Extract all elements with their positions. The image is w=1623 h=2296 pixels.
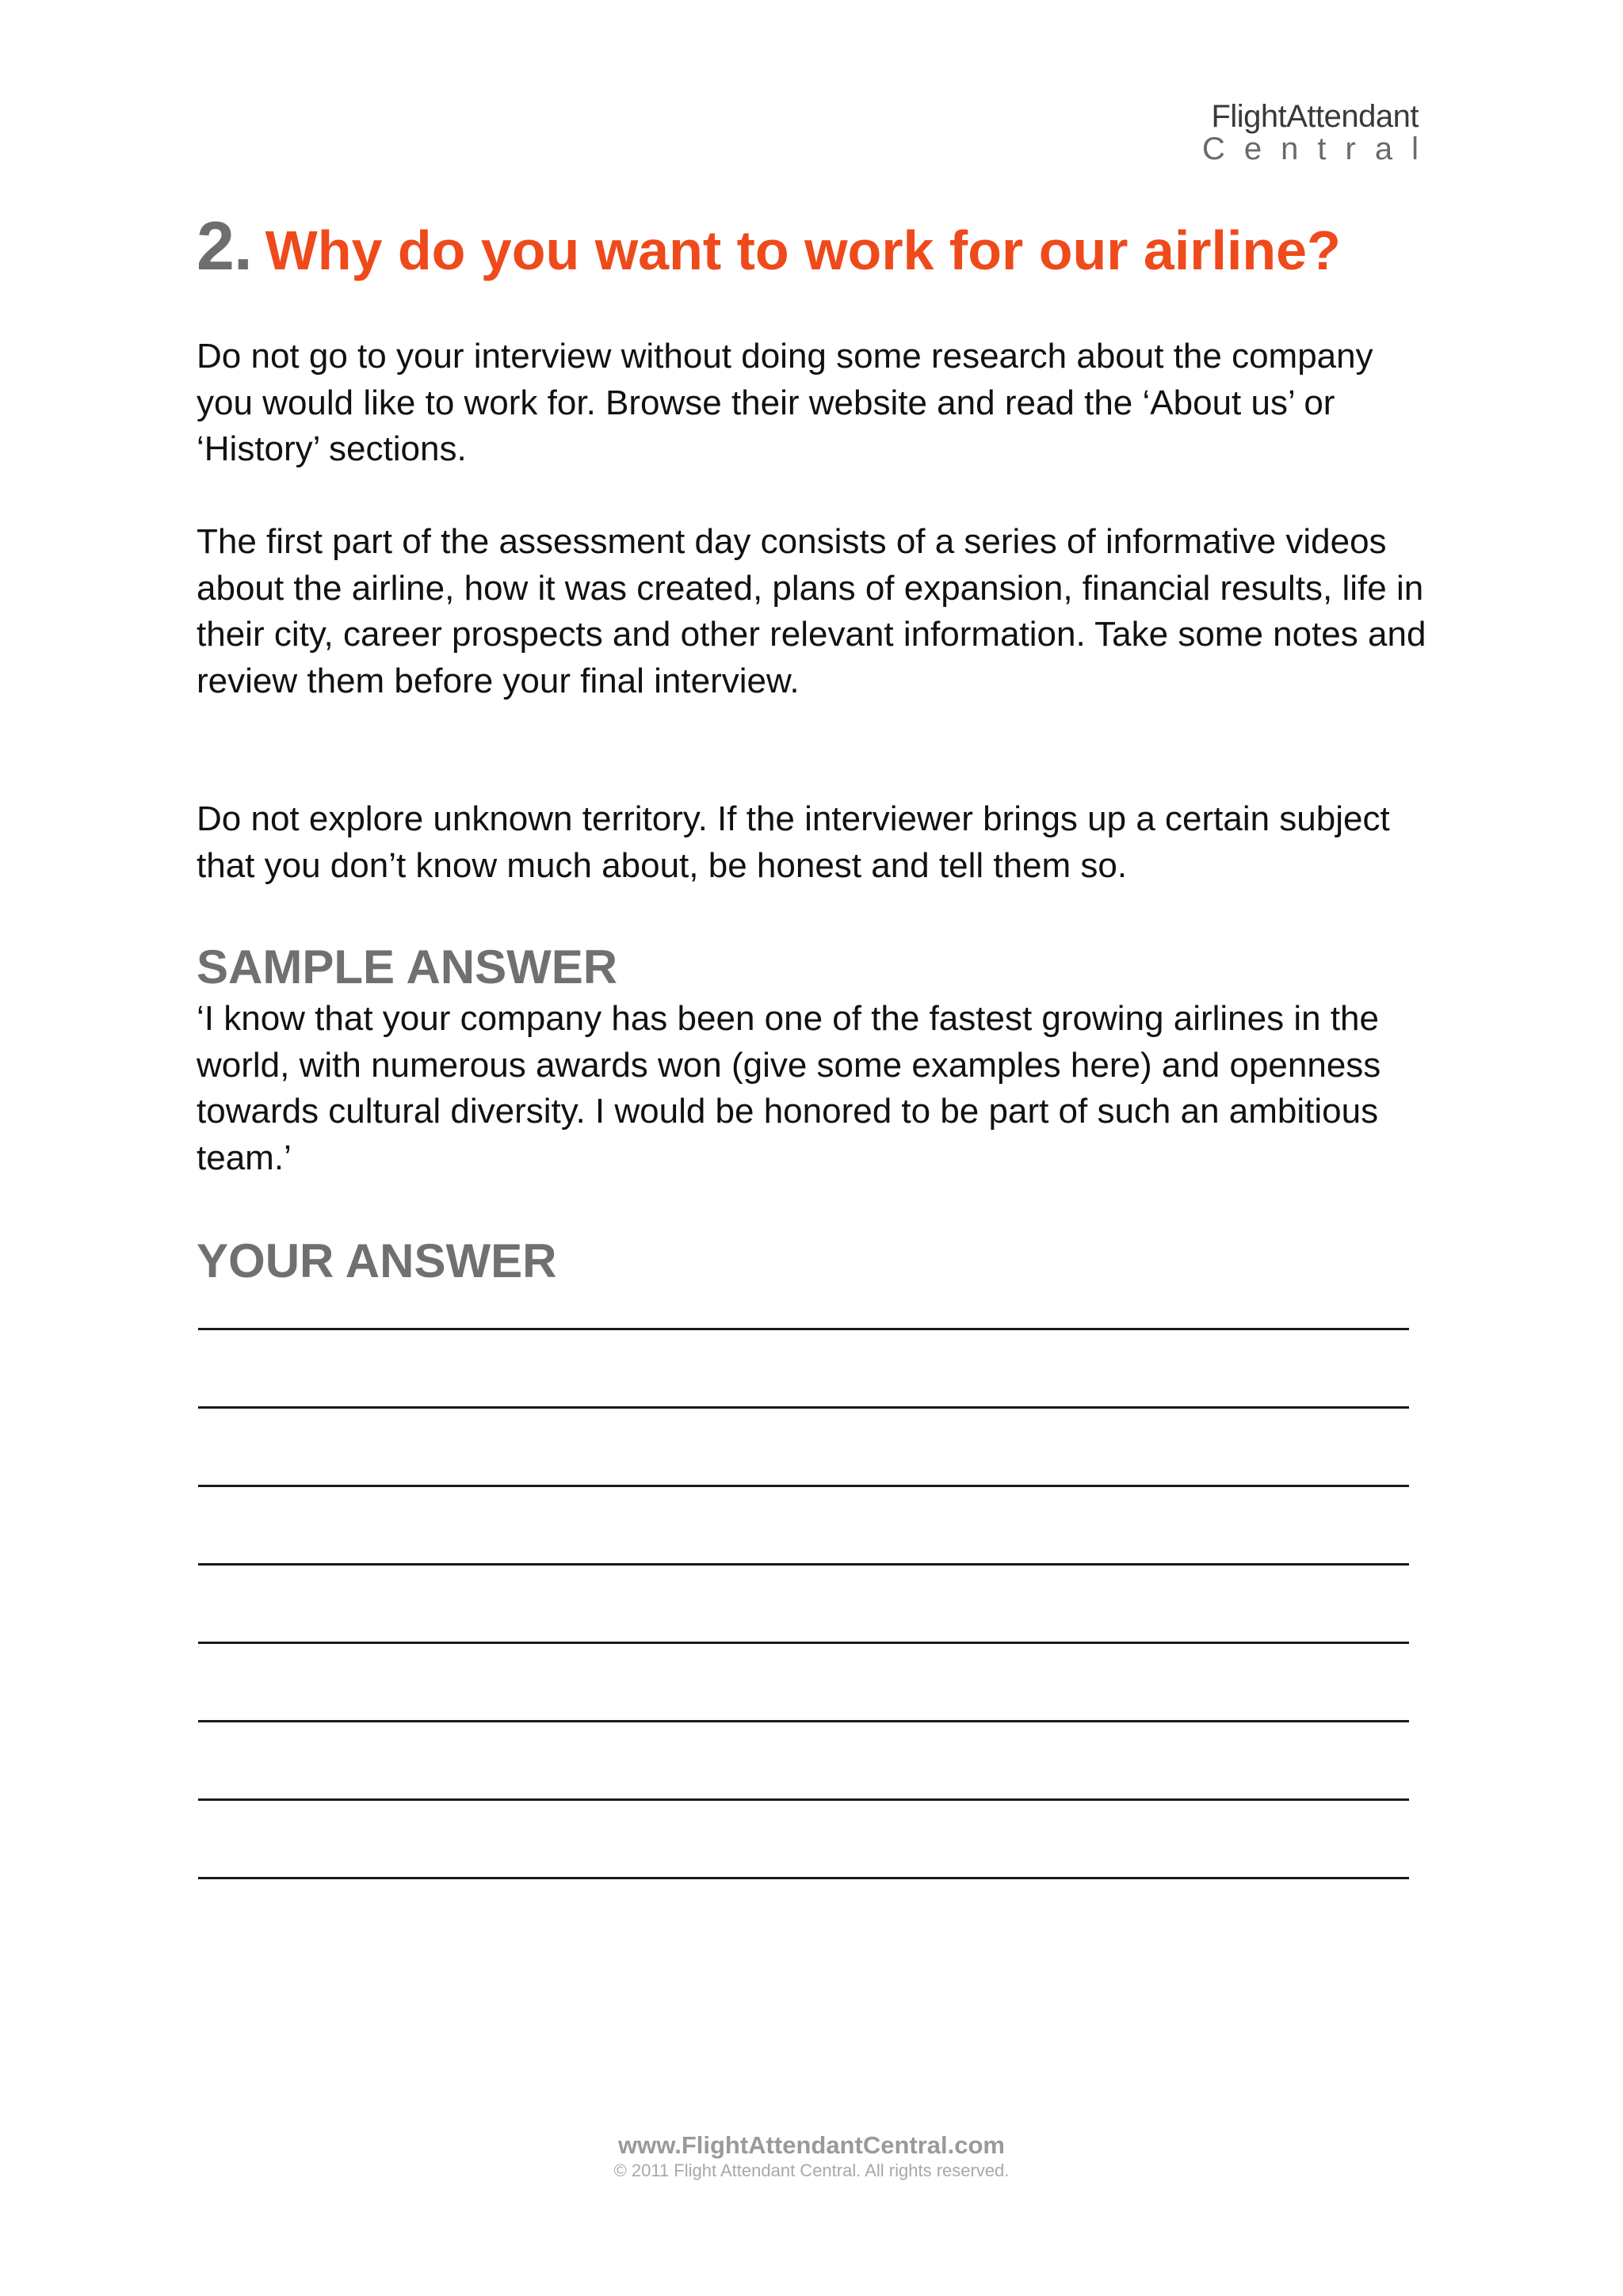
answer-line[interactable] [198, 1409, 1409, 1487]
answer-writing-area[interactable] [198, 1328, 1409, 1879]
footer-website-link[interactable]: www.FlightAttendantCentral.com [618, 2131, 1005, 2159]
answer-line[interactable] [198, 1644, 1409, 1722]
page-footer [0, 2131, 1623, 2182]
footer-copyright: © 2011 Flight Attendant Central. All rights reserved. [613, 2161, 1010, 2180]
question-text: Why do you want to work for our airline? [265, 219, 1341, 281]
answer-line[interactable] [198, 1487, 1409, 1566]
your-answer-heading: YOUR ANSWER [197, 1234, 557, 1287]
paragraph-assessment-day: The first part of the assessment day consists of a series of informative videos about the airline, how it was created, plans of expansion, financial results, life in their city, career prospects and other relevant information. Take some notes and review them before your final interview. [197, 522, 1426, 700]
question-number: 2. [197, 208, 252, 284]
answer-line[interactable] [198, 1566, 1409, 1644]
answer-line[interactable] [198, 1801, 1409, 1879]
logo-line-2: Central [1202, 132, 1438, 166]
sample-answer-heading: SAMPLE ANSWER [197, 940, 618, 994]
paragraph-unknown-territory: Do not explore unknown territory. If the interviewer brings up a certain subject that you don’t know much about, be honest and tell them so. [197, 799, 1390, 885]
answer-line[interactable] [198, 1722, 1409, 1801]
logo-line-1: FlightAttendant [1211, 99, 1419, 134]
page-title [197, 208, 1341, 286]
answer-line[interactable] [198, 1330, 1409, 1409]
brand-logo [1202, 99, 1438, 166]
sample-answer-text: ‘I know that your company has been one of the fastest growing airlines in the world, with numerous awards won (give some examples here) and openness towards cultural diversity. I would be honored to be part of such an ambitious team.’ [197, 999, 1381, 1177]
paragraph-research: Do not go to your interview without doing some research about the company you would like to work for. Browse their website and read the ‘About us’ or ‘History’ sections. [197, 337, 1373, 468]
